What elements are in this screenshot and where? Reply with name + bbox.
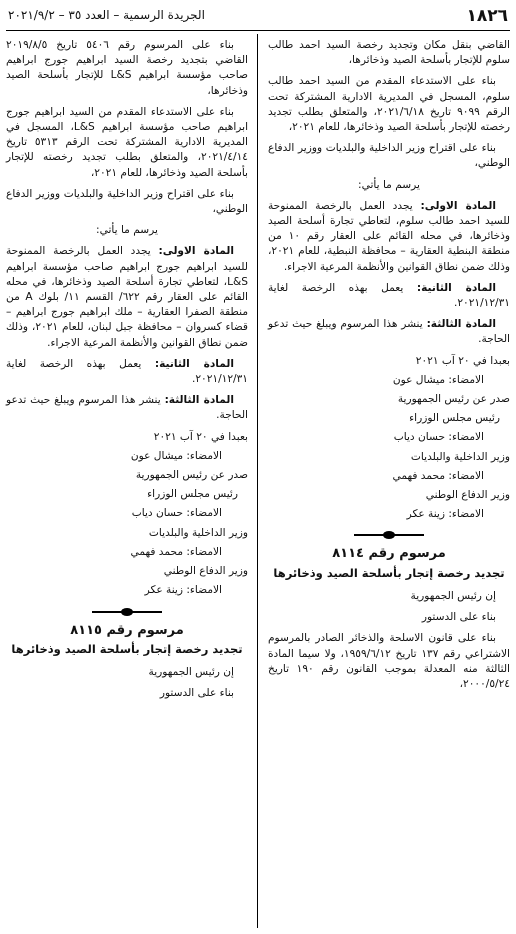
decree-title: تجديد رخصة إتجار بأسلحة الصيد وذخائرها bbox=[273, 565, 505, 580]
paragraph: بناء على المرسوم رقم ٥٤٠٦ تاريخ ٢٠١٩/٨/٥ القاضي بتجديد رخصة السيد ابراهيم جورج ابراهيم صاحب مؤسسة ابراهيم L&S للإتجار بأسلحة الصيد وذخائرها، bbox=[6, 39, 248, 97]
decree-number: مرسوم رقم ٨١١٤ bbox=[332, 546, 446, 562]
article-text: ينشر هذا المرسوم ويبلغ حيث تدعو الحاجة. bbox=[6, 394, 248, 422]
article-label: المادة الثانية: bbox=[416, 281, 496, 294]
issue-info: الجريدة الرسمية – العدد ٣٥ – ٢٠٢١/٩/٢ bbox=[8, 8, 205, 22]
article-label: المادة الثالثة: bbox=[164, 394, 234, 407]
signing-date: بعبدا في ٢٠ آب ٢٠٢١ bbox=[153, 430, 248, 443]
signature: الامضاء: حسان دياب bbox=[393, 431, 484, 444]
decree-title: تجديد رخصة إتجار بأسلحة الصيد وذخائرها bbox=[11, 641, 243, 656]
decrees-heading: يرسم ما يأتي: bbox=[96, 224, 158, 237]
article-3 bbox=[6, 393, 248, 423]
article-text: ينشر هذا المرسوم ويبلغ حيث تدعو الحاجة. bbox=[268, 318, 510, 346]
article-text: يجدد العمل بالرخصة الممنوحة للسيد احمد طالب سلوم، لتعاطي تجارة أسلحة الصيد وذخائرها، في محله القائم على العقار رقم ١٠ من منطقة البنطية العقارية – محافظة النبطية، للعام ٢٠٢١، وذلك ضمن نطاق القوانين والأنظمة المرعية الاجراء. bbox=[268, 199, 511, 273]
paragraph: بناء على الدستور bbox=[159, 687, 234, 700]
signature: رئيس مجلس الوزراء bbox=[147, 488, 238, 501]
paragraph: بناء على اقتراح وزير الداخلية والبلديات ووزير الدفاع الوطني، bbox=[6, 187, 248, 216]
article-text: يعمل بهذه الرخصة لغاية ٢٠٢١/١٢/٣١. bbox=[268, 281, 510, 310]
signing-date: بعبدا في ٢٠ آب ٢٠٢١ bbox=[415, 354, 510, 367]
paragraph: بناء على اقتراح وزير الداخلية والبلديات ووزير الدفاع الوطني، bbox=[268, 142, 510, 170]
article-label: المادة الاولى: bbox=[420, 199, 496, 212]
signature: صدر عن رئيس الجمهورية bbox=[397, 393, 510, 406]
header-rule bbox=[6, 30, 510, 31]
article-2 bbox=[6, 357, 248, 387]
column-divider bbox=[257, 34, 258, 928]
signature: رئيس مجلس الوزراء bbox=[409, 412, 500, 425]
decree-number: مرسوم رقم ٨١١٥ bbox=[70, 622, 184, 638]
article-3 bbox=[268, 317, 510, 347]
signature: وزير الدفاع الوطني bbox=[425, 489, 510, 502]
signature: الامضاء: محمد فهمي bbox=[392, 469, 484, 482]
page-header bbox=[8, 6, 508, 28]
paragraph: بناء على الدستور bbox=[421, 611, 496, 624]
paragraph: بناء على قانون الاسلحة والذخائر الصادر بالمرسوم الاشتراعي رقم ١٣٧ تاريخ ١٩٥٩/٦/١٢، ولا سيما المادة الثالثة منه المعدلة بموجب القانون رقم ١٩٠ تاريخ ٢٠٠٠/٥/٢٤، bbox=[268, 632, 510, 690]
page-number: ١٨٢٦ bbox=[466, 6, 508, 26]
article-1 bbox=[268, 199, 510, 275]
signature: الامضاء: زينة عكر bbox=[144, 584, 222, 597]
signature: وزير الداخلية والبلديات bbox=[148, 526, 248, 539]
article-1 bbox=[6, 244, 248, 350]
decrees-heading: يرسم ما يأتي: bbox=[358, 178, 420, 191]
signature: الامضاء: محمد فهمي bbox=[130, 545, 222, 558]
paragraph: إن رئيس الجمهورية bbox=[410, 589, 496, 602]
article-text: يعمل بهذه الرخصة لغاية ٢٠٢١/١٢/٣١. bbox=[6, 357, 248, 386]
paragraph: بناء على الاستدعاء المقدم من السيد احمد طالب سلوم، المسجل في المديرية الادارية المشتركة تحت الرقم ٩٠٩٩ تاريخ ٢٠٢١/٦/١٨، والمتعلق بطلب تجديد رخصته للإتجار بأسلحة الصيد وذخائرها، للعام ٢٠٢١، bbox=[268, 75, 510, 134]
paragraph: بناء على الاستدعاء المقدم من السيد ابراهيم جورج ابراهيم صاحب مؤسسة ابراهيم L&S، المسجل في المديرية الادارية المشتركة تحت الرقم ٥٣١٣ تاريخ ٢٠٢١/٤/١٤، والمتعلق بطلب تجديد رخصته للإتجار بأسلحة الصيد وذخائرها، للعام ٢٠٢١، bbox=[6, 105, 249, 179]
section-divider bbox=[92, 607, 162, 617]
signature: وزير الدفاع الوطني bbox=[163, 565, 248, 578]
paragraph: إن رئيس الجمهورية bbox=[148, 665, 234, 678]
article-label: المادة الاولى: bbox=[158, 245, 234, 258]
signature: الامضاء: ميشال عون bbox=[130, 449, 222, 462]
signature: الامضاء: زينة عكر bbox=[406, 508, 484, 521]
article-text: يجدد العمل بالرخصة الممنوحة للسيد ابراهيم جورج ابراهيم صاحب مؤسسة ابراهيم L&S، لتعاطي تجارة أسلحة الصيد وذخائرها، في محله القائم على العقار رقم ٦٢٢/ القسم ١١/ بلوك A من منطقة الصفرا العقارية – ملك ابراهيم جورج ابراهيم – قضاء كسروان – محافظة جبل لبنان، للعام ٢٠٢١، وذلك ضمن نطاق القوانين والأنظمة المرعية الاجراء. bbox=[6, 245, 248, 349]
right-column bbox=[268, 38, 510, 698]
signature: وزير الداخلية والبلديات bbox=[410, 450, 510, 463]
article-label: المادة الثالثة: bbox=[426, 318, 496, 331]
paragraph: القاضي بنقل مكان وتجديد رخصة السيد احمد طالب سلوم للإتجار بأسلحة الصيد وذخائرها، bbox=[268, 39, 510, 67]
signature: الامضاء: ميشال عون bbox=[392, 373, 484, 386]
signature: صدر عن رئيس الجمهورية bbox=[135, 469, 248, 482]
signature: الامضاء: حسان دياب bbox=[131, 507, 222, 520]
article-label: المادة الثانية: bbox=[154, 357, 234, 370]
left-column bbox=[6, 38, 248, 707]
article-2 bbox=[268, 281, 510, 311]
section-divider bbox=[354, 530, 424, 540]
